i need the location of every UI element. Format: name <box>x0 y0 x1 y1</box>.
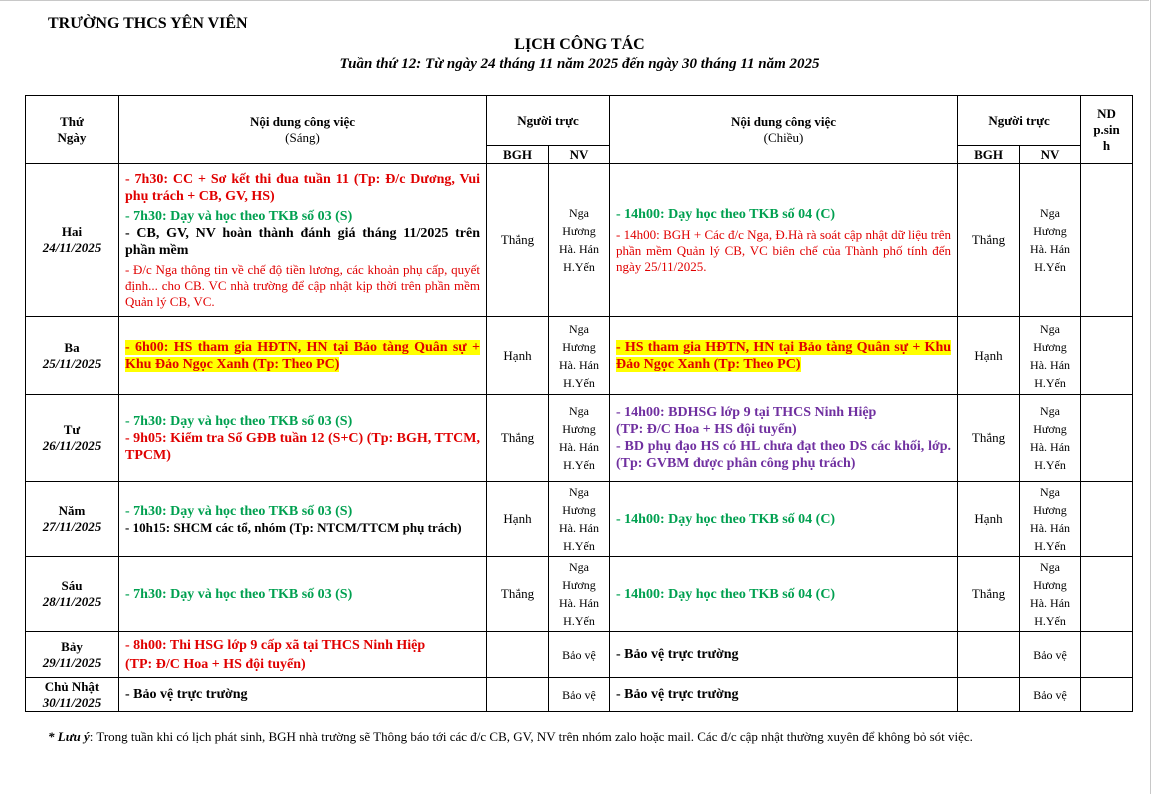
nv-name: Nga <box>569 321 589 336</box>
nv-morning <box>549 395 610 482</box>
header-day <box>26 96 119 164</box>
bgh-afternoon: Thắng <box>958 557 1020 632</box>
day-date: 25/11/2025 <box>42 355 102 371</box>
day-date: 30/11/2025 <box>42 694 102 710</box>
day-cell <box>26 557 119 632</box>
nv-morning <box>549 482 610 557</box>
day-name: Chủ Nhật <box>44 678 100 694</box>
afternoon-content <box>610 632 958 678</box>
day-cell <box>26 395 119 482</box>
nv-afternoon <box>1020 164 1081 317</box>
footnote-label: * Lưu ý <box>48 729 90 744</box>
page-frame-top <box>0 0 1149 4</box>
morning-content <box>119 482 487 557</box>
nv-name: Nga <box>569 404 589 418</box>
task-item: - CB, GV, NV hoàn thành đánh giá tháng 11/2025 trên phần mềm <box>125 225 480 258</box>
morning-content <box>119 395 487 482</box>
day-name: Hai <box>61 224 83 239</box>
task-item: - Bảo vệ trực trường <box>125 687 248 702</box>
nd-cell <box>1081 482 1133 557</box>
day-cell <box>26 678 119 712</box>
nv-name: H.Yến <box>563 260 595 274</box>
header-duty-morning: Người trực <box>487 96 610 146</box>
footnote <box>48 729 973 745</box>
afternoon-content <box>610 395 958 482</box>
table-row <box>26 395 1133 482</box>
task-item: - 8h00: Thi HSG lớp 9 cấp xã tại THCS Ninh Hiệp <box>125 637 426 653</box>
nv-name: H.Yến <box>1034 375 1066 390</box>
nv-name: Hà. Hán <box>1030 357 1071 372</box>
table-row <box>26 632 1133 678</box>
bgh-afternoon: Thắng <box>958 164 1020 317</box>
nv-name: Hà. Hán <box>559 242 599 256</box>
task-item: - 7h30: Dạy và học theo TKB số 03 (S) <box>125 586 353 602</box>
day-cell <box>26 632 119 678</box>
day-date: 26/11/2025 <box>42 438 102 453</box>
nd-cell <box>1081 678 1133 712</box>
task-item: - 7h30: Dạy và học theo TKB số 03 (S) <box>125 208 353 224</box>
header-duty-afternoon: Người trực <box>958 96 1081 146</box>
nv-name: H.Yến <box>1034 260 1066 274</box>
nv-afternoon <box>1020 317 1081 395</box>
nv-name: Nga <box>1040 485 1061 499</box>
task-item: - Bảo vệ trực trường <box>616 687 739 702</box>
day-date: 24/11/2025 <box>42 240 102 255</box>
bgh-afternoon: Hạnh <box>958 482 1020 557</box>
day-name: Ba <box>64 339 80 355</box>
nv-name: Hà. Hán <box>559 596 599 610</box>
bgh-afternoon: Thắng <box>958 395 1020 482</box>
morning-content <box>119 557 487 632</box>
header-nd-3: h <box>1102 137 1111 153</box>
header-nd-1: ND <box>1097 105 1116 121</box>
table-row <box>26 557 1133 632</box>
schedule-table <box>25 95 1133 712</box>
bgh-morning: Thắng <box>487 557 549 632</box>
nv-name: Hà. Hán <box>559 357 599 372</box>
nv-name: Nga <box>1040 404 1061 418</box>
highlighted-text: - 6h00: HS tham gia HĐTN, HN tại Bảo tàng Quân sự + Khu Đảo Ngọc Xanh (Tp: Theo PC) <box>125 339 480 372</box>
nv-name: Hương <box>562 503 596 517</box>
morning-content <box>119 317 487 395</box>
task-item: - Đ/c Nga thông tin về chế độ tiền lương, các khoản phụ cấp, quyết định... cho CB. VC nhà trường để cập nhật kịp thời trên phần mềm Quản lý CB, VC. <box>125 261 480 309</box>
nv-name: Hương <box>562 224 596 238</box>
nd-cell <box>1081 395 1133 482</box>
table-row <box>26 317 1133 395</box>
nd-cell <box>1081 317 1133 395</box>
school-name: TRƯỜNG THCS YÊN VIÊN <box>48 15 248 32</box>
task-item: - 14h00: BGH + Các đ/c Nga, Đ.Hà rà soát cập nhật dữ liệu trên phần mềm Quản lý CB, VC biên chế của Thành phố tính đến ngày 25/11/2025. <box>616 226 952 274</box>
bgh-morning: Hạnh <box>487 317 549 395</box>
bgh-morning <box>487 632 549 678</box>
task-item: - 14h00: Dạy học theo TKB số 04 (C) <box>616 206 836 222</box>
document-subtitle: Tuần thứ 12: Từ ngày 24 tháng 11 năm 2025 đến ngày 30 tháng 11 năm 2025 <box>339 56 820 72</box>
afternoon-content <box>610 482 958 557</box>
nv-name: Nga <box>1040 206 1061 220</box>
task-item: - 14h00: BDHSG lớp 9 tại THCS Ninh Hiệp <box>616 405 877 420</box>
day-name: Bảy <box>61 638 83 654</box>
nv-name: H.Yến <box>563 458 595 472</box>
bgh-afternoon: Hạnh <box>958 317 1020 395</box>
header-nd-2: p.sin <box>1093 121 1120 137</box>
day-date: 29/11/2025 <box>42 654 102 670</box>
day-cell <box>26 164 119 317</box>
nv-name: Hương <box>1033 578 1067 592</box>
nv-name: Nga <box>1040 321 1061 336</box>
nv-name: H.Yến <box>1034 458 1066 472</box>
task-item: - Bảo vệ trực trường <box>616 647 739 662</box>
nv-afternoon: Bảo vệ <box>1020 678 1081 712</box>
nv-morning: Bảo vệ <box>549 632 610 678</box>
task-item: - 10h15: SHCM các tổ, nhóm (Tp: NTCM/TTCM phụ trách) <box>125 519 462 535</box>
nv-name: Nga <box>1040 560 1061 574</box>
nv-name: Hương <box>1033 224 1067 238</box>
task-item: - 7h30: Dạy và học theo TKB số 03 (S) <box>125 503 353 519</box>
nv-morning: Bảo vệ <box>549 678 610 712</box>
nv-name: Hà. Hán <box>559 440 599 454</box>
nd-cell <box>1081 164 1133 317</box>
nv-name: Hà. Hán <box>559 521 599 535</box>
table-row <box>26 164 1133 317</box>
nd-cell <box>1081 557 1133 632</box>
highlighted-text: - HS tham gia HĐTN, HN tại Bảo tàng Quân sự + Khu Đảo Ngọc Xanh (Tp: Theo PC) <box>616 339 952 372</box>
day-name: Năm <box>58 503 86 518</box>
nv-morning <box>549 557 610 632</box>
nv-name: Hương <box>1033 422 1067 436</box>
task-item <box>616 339 951 373</box>
task-item: (TP: Đ/C Hoa + HS đội tuyển) <box>616 422 797 437</box>
bgh-morning: Thắng <box>487 395 549 482</box>
nv-name: H.Yến <box>563 539 595 553</box>
afternoon-content <box>610 678 958 712</box>
bgh-morning: Hạnh <box>487 482 549 557</box>
bgh-afternoon <box>958 678 1020 712</box>
nv-name: H.Yến <box>1034 614 1066 628</box>
day-cell <box>26 317 119 395</box>
header-nv-afternoon: NV <box>1020 146 1081 164</box>
nv-name: Hà. Hán <box>1030 596 1071 610</box>
task-item: - 9h05: Kiểm tra Sổ GĐB tuần 12 (S+C) (Tp: BGH, TTCM, TPCM) <box>125 430 481 463</box>
day-name: Sáu <box>61 578 83 593</box>
nv-name: Hương <box>1033 339 1067 354</box>
afternoon-content <box>610 557 958 632</box>
header-bgh-afternoon: BGH <box>958 146 1020 164</box>
nv-name: Hương <box>562 578 596 592</box>
header-afternoon-label: Nội dung công việc <box>730 113 837 129</box>
nd-cell <box>1081 632 1133 678</box>
nv-name: Hà. Hán <box>1030 521 1071 535</box>
nv-name: Hương <box>562 422 596 436</box>
task-item: - BD phụ đạo HS có HL chưa đạt theo DS các khối, lớp. (Tp: GVBM được phân công phụ trách) <box>616 439 952 471</box>
header-afternoon-sub: (Chiều) <box>763 129 804 145</box>
header-day-label: Thứ <box>60 113 84 129</box>
morning-content <box>119 632 487 678</box>
nv-name: H.Yến <box>563 614 595 628</box>
bgh-morning: Thắng <box>487 164 549 317</box>
afternoon-content <box>610 317 958 395</box>
nv-name: Nga <box>569 206 589 220</box>
header-afternoon <box>610 96 958 164</box>
task-item: - 7h30: Dạy và học theo TKB số 03 (S) <box>125 413 353 429</box>
nv-afternoon: Bảo vệ <box>1020 632 1081 678</box>
nv-name: H.Yến <box>563 375 595 390</box>
nv-name: Nga <box>569 485 589 499</box>
nv-morning <box>549 164 610 317</box>
nv-name: Hà. Hán <box>1030 242 1071 256</box>
task-item: - 14h00: Dạy học theo TKB số 04 (C) <box>616 586 836 602</box>
afternoon-content <box>610 164 958 317</box>
header-nd <box>1081 96 1133 164</box>
nv-afternoon <box>1020 557 1081 632</box>
nv-morning <box>549 317 610 395</box>
nv-name: Nga <box>569 560 589 574</box>
task-item: - 7h30: CC + Sơ kết thi đua tuần 11 (Tp: Đ/c Dương, Vui phụ trách + CB, GV, HS) <box>125 171 480 204</box>
header-morning-label: Nội dung công việc <box>249 113 356 129</box>
nv-afternoon <box>1020 482 1081 557</box>
page-frame-right <box>1150 0 1151 794</box>
document-title: LỊCH CÔNG TÁC <box>514 36 645 53</box>
table-row <box>26 678 1133 712</box>
day-date: 27/11/2025 <box>42 519 102 534</box>
header-morning-sub: (Sáng) <box>285 129 320 145</box>
nv-name: Hà. Hán <box>1030 440 1071 454</box>
header-bgh-morning: BGH <box>487 146 549 164</box>
footnote-text: : Trong tuần khi có lịch phát sinh, BGH nhà trường sẽ Thông báo tới các đ/c CB, GV, NV trên nhóm zalo hoặc mail. Các đ/c cập nhật thường xuyên để không bỏ sót việc. <box>89 729 973 744</box>
day-date: 28/11/2025 <box>42 594 102 609</box>
morning-content <box>119 678 487 712</box>
task-item <box>125 339 480 373</box>
task-item: (TP: Đ/C Hoa + HS đội tuyển) <box>125 656 306 672</box>
nv-name: Hương <box>1033 503 1067 517</box>
bgh-afternoon <box>958 632 1020 678</box>
nv-name: H.Yến <box>1034 539 1066 553</box>
nv-afternoon <box>1020 395 1081 482</box>
table-row <box>26 482 1133 557</box>
task-item: - 14h00: Dạy học theo TKB số 04 (C) <box>616 511 836 527</box>
day-cell <box>26 482 119 557</box>
nv-name: Hương <box>562 339 596 354</box>
morning-content <box>119 164 487 317</box>
header-date-label: Ngày <box>57 129 87 145</box>
header-nv-morning: NV <box>549 146 610 164</box>
bgh-morning <box>487 678 549 712</box>
day-name: Tư <box>63 422 81 437</box>
header-morning <box>119 96 487 164</box>
